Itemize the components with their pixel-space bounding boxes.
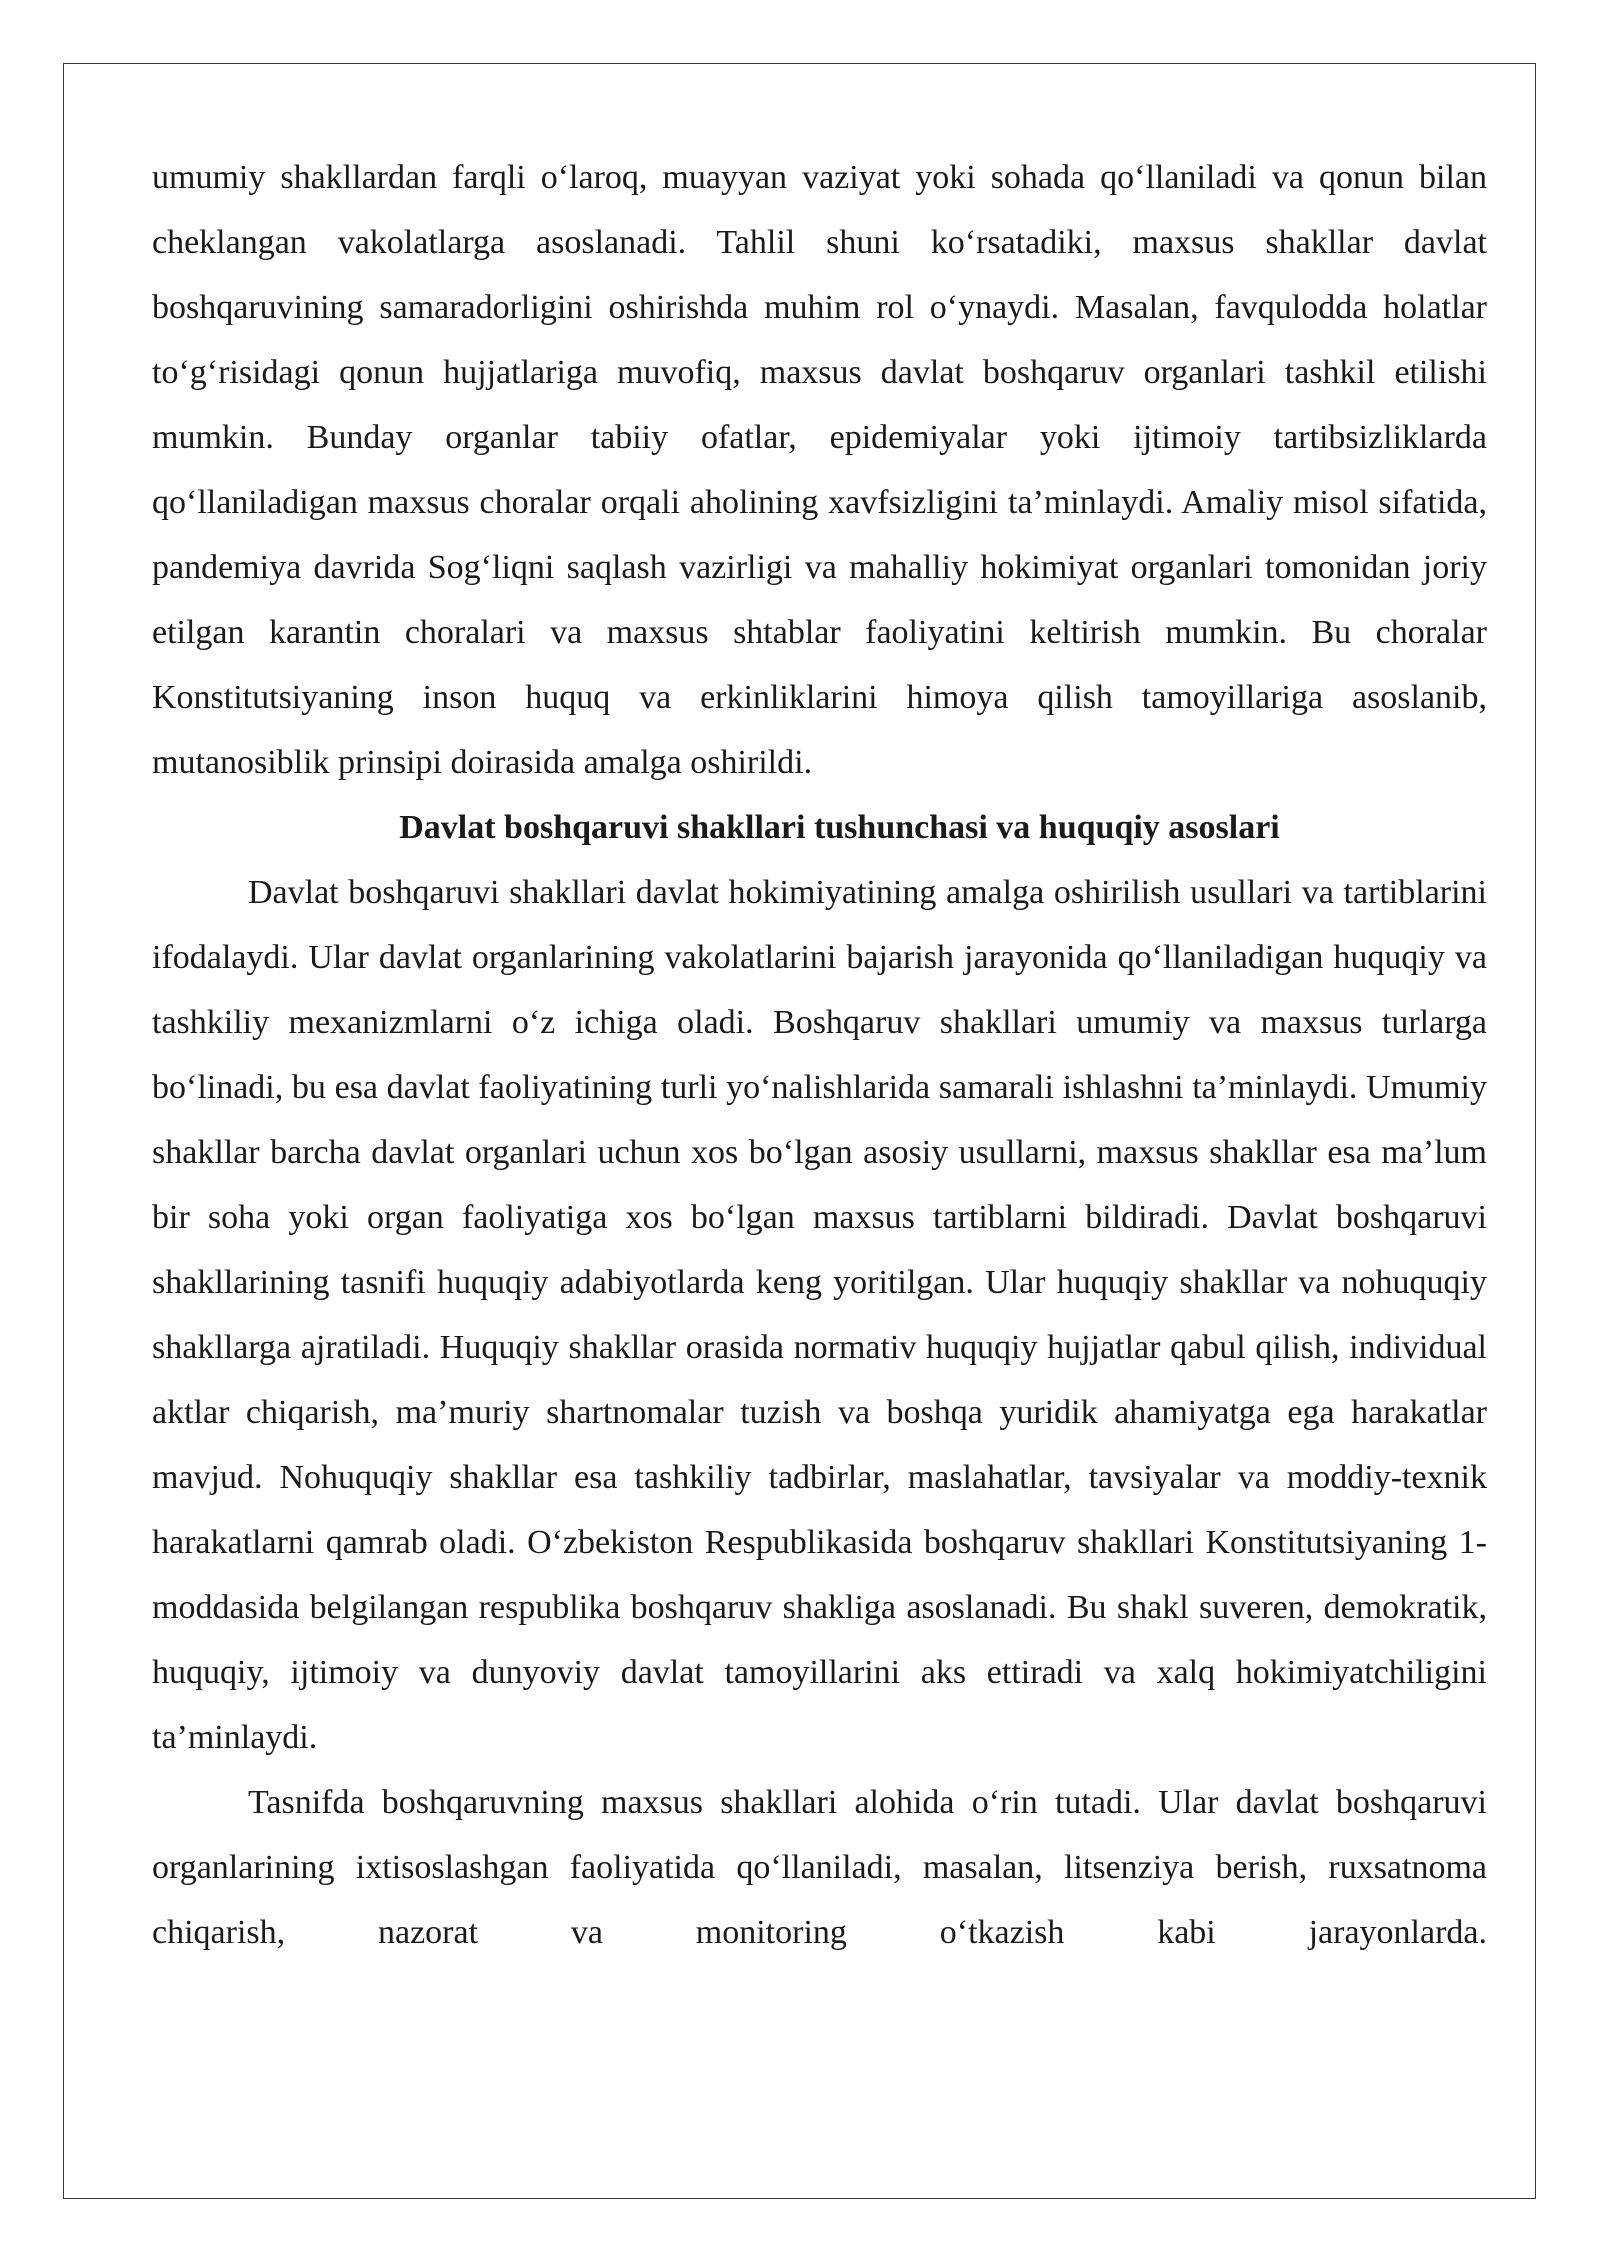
document-body <box>152 145 1487 1965</box>
section-heading: Davlat boshqaruvi shakllari tushunchasi va huquqiy asoslari <box>399 809 1280 846</box>
body-paragraph-2: Tasnifda boshqaruvning maxsus shakllari alohida o‘rin tutadi. Ular davlat boshqaruvi organlarining ixtisoslashgan faoliyatida qo‘llaniladi, masalan, litsenziya berish, ruxsatnoma chiqarish, nazorat va monitoring o‘tkazish kabi jarayonlarda. <box>152 1784 1487 1951</box>
continued-paragraph: umumiy shakllardan farqli o‘laroq, muayyan vaziyat yoki sohada qo‘llaniladi va qonun bilan cheklangan vakolatlarga asoslanadi. Tahlil shuni ko‘rsatadiki, maxsus shakllar davlat boshqaruvining samaradorligini oshirishda muhim rol o‘ynaydi. Masalan, favqulodda holatlar to‘g‘risidagi qonun hujjatlariga muvofiq, maxsus davlat boshqaruv organlari tashkil etilishi mumkin. Bunday organlar tabiiy ofatlar, epidemiyalar yoki ijtimoiy tartibsizliklarda qo‘llaniladigan maxsus choralar orqali aholining xavfsizligini ta’minlaydi. Amaliy misol sifatida, pandemiya davrida Sog‘liqni saqlash vazirligi va mahalliy hokimiyat organlari tomonidan joriy etilgan karantin choralari va maxsus shtablar faoliyatini keltirish mumkin. Bu choralar Konstitutsiyaning inson huquq va erkinliklarini himoya qilish tamoyillariga asoslanib, mutanosiblik prinsipi doirasida amalga oshirildi. <box>152 159 1487 781</box>
body-paragraph-1: Davlat boshqaruvi shakllari davlat hokimiyatining amalga oshirilish usullari va tartiblarini ifodalaydi. Ular davlat organlarining vakolatlarini bajarish jarayonida qo‘llaniladigan huquqiy va tashkiliy mexanizmlarni o‘z ichiga oladi. Boshqaruv shakllari umumiy va maxsus turlarga bo‘linadi, bu esa davlat faoliyatining turli yo‘nalishlarida samarali ishlashni ta’minlaydi. Umumiy shakllar barcha davlat organlari uchun xos bo‘lgan asosiy usullarni, maxsus shakllar esa ma’lum bir soha yoki organ faoliyatiga xos bo‘lgan maxsus tartiblarni bildiradi. Davlat boshqaruvi shakllarining tasnifi huquqiy adabiyotlarda keng yoritilgan. Ular huquqiy shakllar va nohuquqiy shakllarga ajratiladi. Huquqiy shakllar orasida normativ huquqiy hujjatlar qabul qilish, individual aktlar chiqarish, ma’muriy shartnomalar tuzish va boshqa yuridik ahamiyatga ega harakatlar mavjud. Nohuquqiy shakllar esa tashkiliy tadbirlar, maslahatlar, tavsiyalar va moddiy-texnik harakatlarni qamrab oladi. O‘zbekiston Respublikasida boshqaruv shakllari Konstitutsiyaning 1-moddasida belgilangan respublika boshqaruv shakliga asoslanadi. Bu shakl suveren, demokratik, huquqiy, ijtimoiy va dunyoviy davlat tamoyillarini aks ettiradi va xalq hokimiyatchiligini ta’minlaydi. <box>152 874 1487 1756</box>
